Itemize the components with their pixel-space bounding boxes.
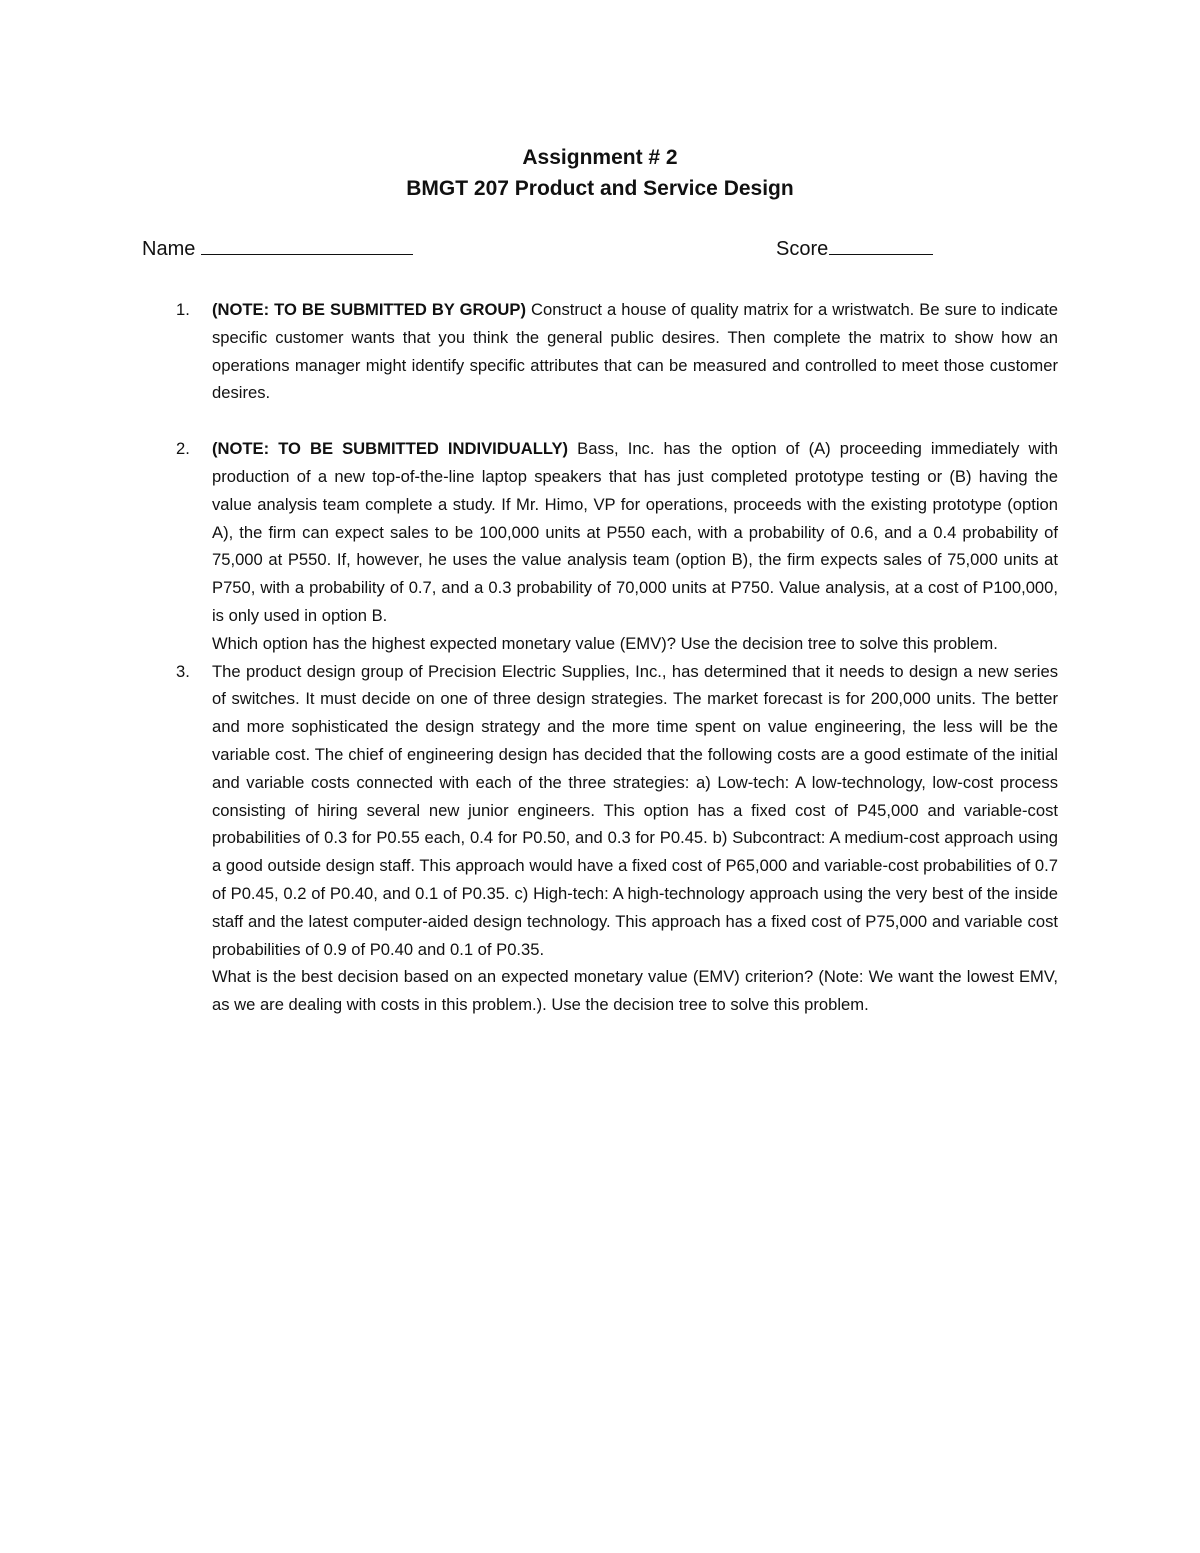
question-prompt: Which option has the highest expected monetary value (EMV)? Use the decision tree to solve this problem. xyxy=(212,633,998,653)
question-text xyxy=(212,435,1058,630)
question-number: 3. xyxy=(176,661,190,681)
question-prompt: What is the best decision based on an expected monetary value (EMV) criterion? (Note: We want the lowest EMV, as we are dealing with costs in this problem.). Use the decision tree to solve this problem. xyxy=(212,967,1058,1015)
score-field xyxy=(776,236,933,261)
name-label: Name xyxy=(142,238,196,260)
score-label: Score xyxy=(776,238,829,260)
course-title: BMGT 207 Product and Service Design xyxy=(406,177,794,200)
assignment-title: Assignment # 2 xyxy=(522,146,678,169)
question-text xyxy=(212,296,1058,407)
score-blank-line[interactable] xyxy=(829,236,933,255)
student-info-row xyxy=(142,236,942,264)
question-paragraph: The product design group of Precision Electric Supplies, Inc., has determined that it needs to design a new series of switches. It must decide on one of three design strategies. The market forecast is for 200,000 units. The better and more sophisticated the design strategy and the more time spent on value engineering, the less will be the variable cost. The chief of engineering design has decided that the following costs are a good estimate of the initial and variable costs connected with each of the three strategies: a) Low-tech: A low-technology, low-cost process consisting of hiring several new junior engineers. This option has a fixed cost of P45,000 and variable-cost probabilities of 0.3 for P0.55 each, 0.4 for P0.50, and 0.3 for P0.45. b) Subcontract: A medium-cost approach using a good outside design staff. This approach would have a fixed cost of P65,000 and variable-cost probabilities of 0.7 of P0.45, 0.2 of P0.40, and 0.1 of P0.35. c) High-tech: A high-technology approach using the very best of the inside staff and the latest computer-aided design technology. This approach has a fixed cost of P75,000 and variable cost probabilities of 0.9 of P0.40 and 0.1 of P0.35. xyxy=(212,661,1058,959)
submission-note: (NOTE: TO BE SUBMITTED INDIVIDUALLY) xyxy=(212,439,569,459)
question-number: 1. xyxy=(176,300,190,319)
question-2 xyxy=(142,435,1058,657)
name-blank-line[interactable] xyxy=(201,236,413,255)
title-block xyxy=(0,142,1200,204)
name-field xyxy=(142,236,413,261)
question-1 xyxy=(142,296,1058,407)
question-number: 2. xyxy=(176,439,190,459)
question-3 xyxy=(142,658,1058,1019)
question-list xyxy=(142,296,1058,1019)
question-paragraph: Bass, Inc. has the option of (A) proceeding immediately with production of a new top-of-the-line laptop speakers that has just completed prototype testing or (B) having the value analysis team complete a study. If Mr. Himo, VP for operations, proceeds with the existing prototype (option A), the firm can expect sales to be 100,000 units at P550 each, with a probability of 0.6, and a 0.4 probability of 75,000 at P550. If, however, he uses the value analysis team (option B), the firm expects sales of 75,000 units at P750, with a probability of 0.7, and a 0.3 probability of 70,000 units at P750. Value analysis, at a cost of P100,000, is only used in option B. xyxy=(212,439,1058,625)
submission-note: (NOTE: TO BE SUBMITTED BY GROUP) xyxy=(212,300,526,319)
question-paragraph: Construct a house of quality matrix for a wristwatch. Be sure to indicate specific customer wants that you think the general public desires. Then complete the matrix to show how an operations manager might identify specific attributes that can be measured and controlled to meet those customer desires. xyxy=(212,300,1058,403)
